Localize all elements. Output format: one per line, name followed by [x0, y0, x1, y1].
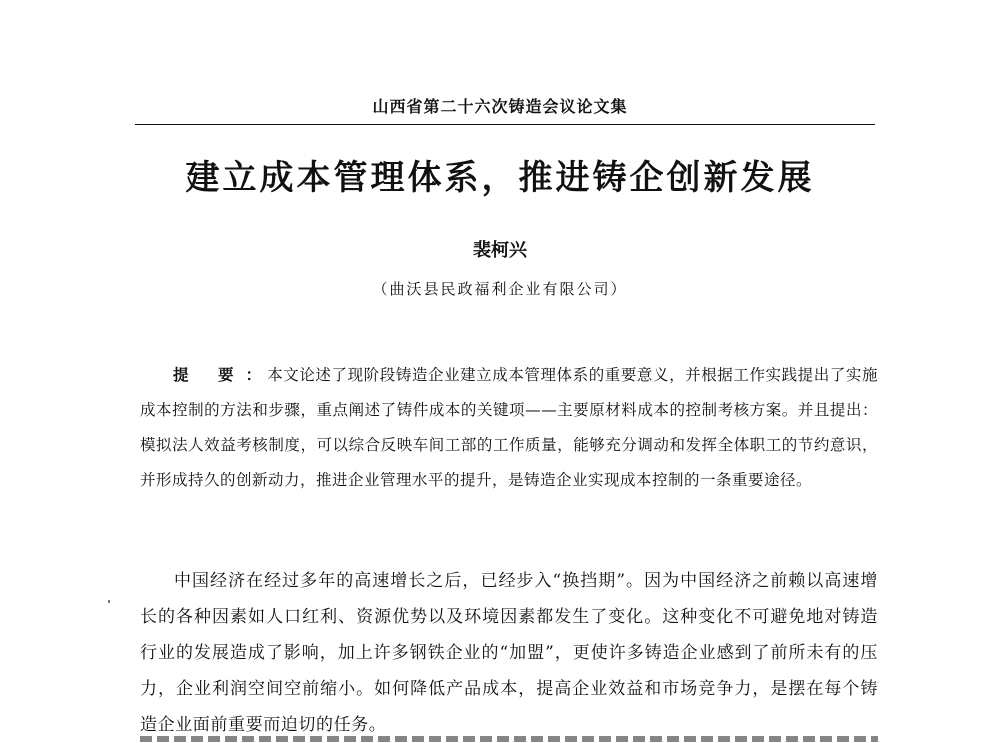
- header-rule: [135, 124, 875, 125]
- paper-title: 建立成本管理体系，推进铸企创新发展: [185, 158, 815, 198]
- author-name: 裴柯兴: [473, 240, 527, 261]
- abstract-text: 本文论述了现阶段铸造企业建立成本管理体系的重要意义，并根据工作实践提出了实施成本控制的方法和步骤，重点阐述了铸件成本的关键项——主要原材料成本的控制考核方案。并且提出：模拟法人效益考核制度，可以综合反映车间工部的工作质量，能够充分调动和发挥全体职工的节约意识，并形成持久的创新动力，推进企业管理水平的提升，是铸造企业实现成本控制的一条重要途径。: [140, 366, 878, 489]
- cut-off-text-line: [140, 733, 878, 742]
- abstract: [140, 358, 878, 498]
- author-affiliation: （曲沃县民政福利企业有限公司）: [372, 280, 628, 298]
- cut-off-line-fragment: [140, 736, 878, 742]
- running-header: 山西省第二十六次铸造会议论文集: [372, 97, 628, 116]
- abstract-label: 提 要：: [173, 366, 274, 384]
- scan-speck: [108, 600, 110, 603]
- body-paragraph-1: 中国经济在经过多年的高速增长之后，已经步入“换挡期”。因为中国经济之前赖以高速增长的各种因素如人口红利、资源优势以及环境因素都发生了变化。这种变化不可避免地对铸造行业的发展造成了影响，加上许多钢铁企业的“加盟”，更使许多铸造企业感到了前所未有的压力，企业利润空间空前缩小。如何降低产品成本，提高企业效益和市场竞争力，是摆在每个铸造企业面前重要而迫切的任务。: [140, 571, 878, 735]
